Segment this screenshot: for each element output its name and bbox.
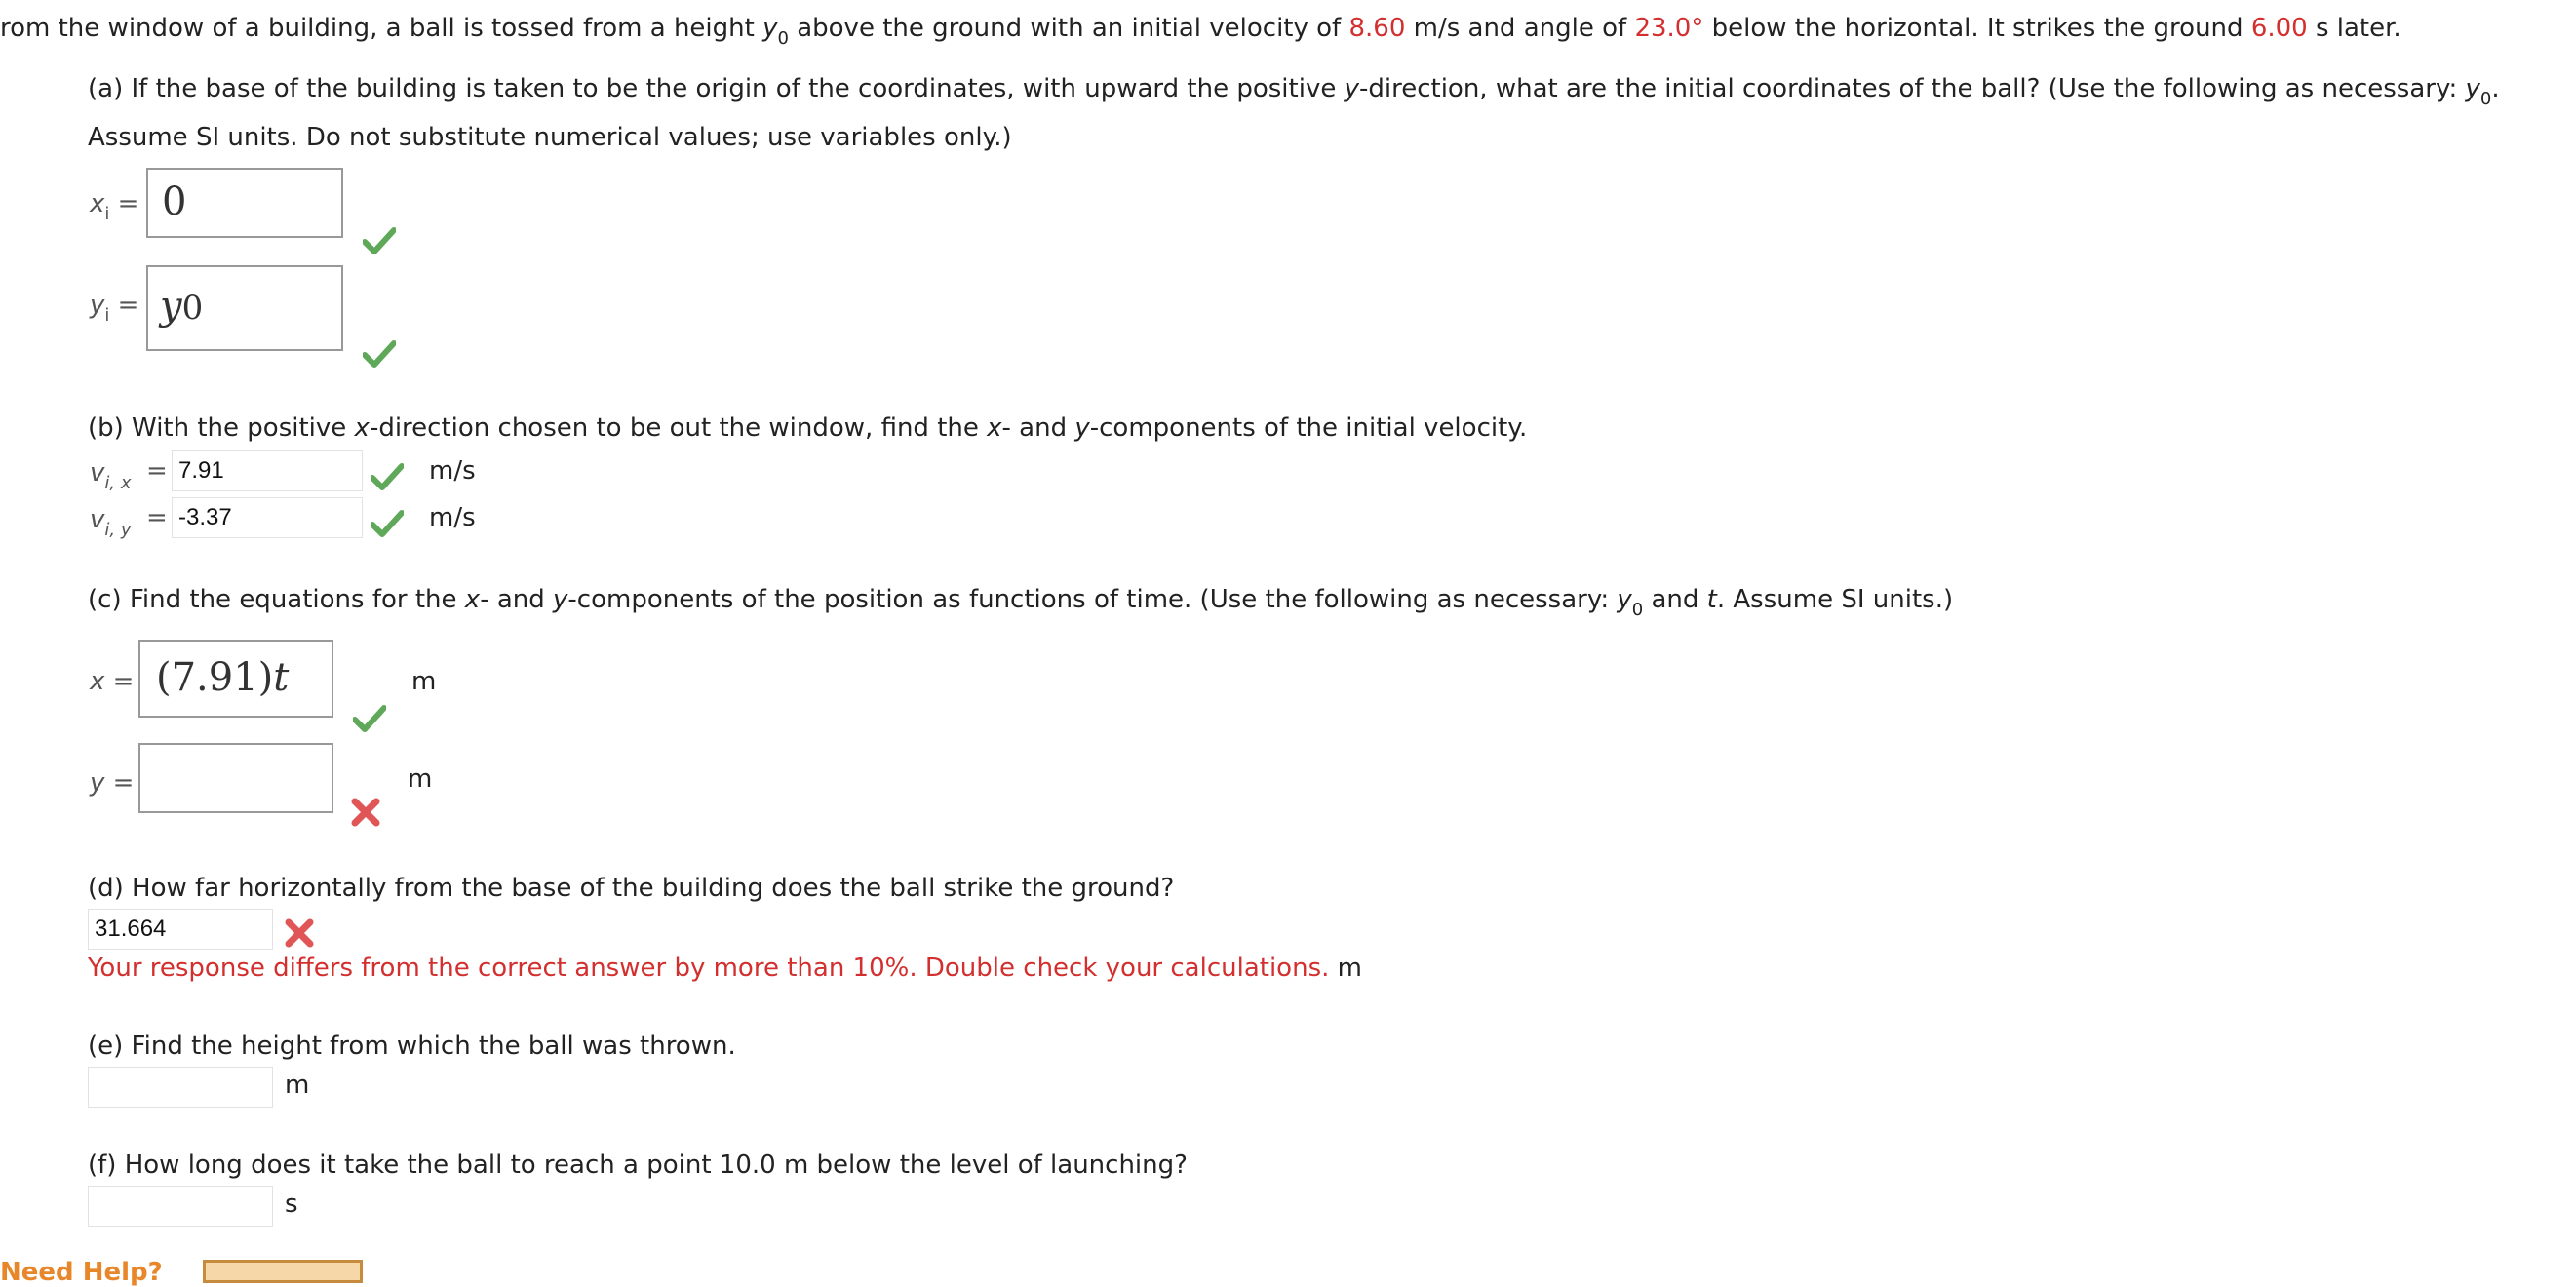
distance-unit: m	[1337, 954, 1362, 983]
sub-0: 0	[2479, 89, 2492, 109]
var-y: y	[553, 585, 568, 614]
var-x: x	[90, 189, 105, 218]
read-it-button[interactable]	[203, 1260, 363, 1283]
var-y: y	[2465, 74, 2480, 103]
y-unit: m	[408, 764, 433, 794]
equals-sign: =	[146, 456, 168, 486]
var-y: y	[762, 14, 778, 43]
prompt-text: .	[2491, 74, 2500, 103]
check-icon	[353, 704, 386, 733]
yi-label	[90, 291, 139, 326]
velocity-value: 8.60	[1348, 14, 1406, 43]
angle-value: 23.0°	[1634, 14, 1704, 43]
prompt-text: -components of the initial velocity.	[1089, 413, 1528, 443]
check-icon	[371, 462, 404, 491]
var-t: t	[1706, 585, 1717, 614]
sub-i: i	[104, 204, 110, 224]
part-c-prompt	[88, 585, 1954, 620]
viy-input[interactable]	[172, 497, 363, 538]
check-icon	[363, 339, 396, 369]
vix-input[interactable]	[172, 450, 363, 491]
height-input[interactable]	[88, 1067, 273, 1108]
x-equation-box[interactable]	[138, 640, 333, 718]
vix-value: 7.91	[178, 457, 224, 484]
part-a-prompt	[88, 74, 2500, 109]
prompt-text: -components of the position as functions of time. (Use the following as necessary:	[567, 585, 1618, 614]
prompt-text: . Assume SI units.)	[1716, 585, 1954, 614]
xi-value: 0	[162, 179, 187, 224]
problem-text: rom the window of a building, a ball is tossed from a height	[0, 14, 763, 43]
yi-value-sub: 0	[181, 289, 204, 328]
sub-0: 0	[1631, 600, 1644, 620]
feedback-text: Your response differs from the correct answer by more than 10%. Double check your calculations.	[88, 954, 1330, 983]
part-e-prompt	[88, 1032, 736, 1061]
yi-answer-box[interactable]	[146, 265, 343, 351]
part-f-prompt	[88, 1150, 1188, 1180]
problem-statement	[0, 14, 2401, 49]
yi-value: y	[160, 284, 182, 329]
part-d-prompt	[88, 874, 1174, 903]
sub-iy: i, y	[104, 520, 132, 540]
var-x: x	[987, 413, 1002, 443]
xi-label	[90, 189, 139, 224]
y-equation-box[interactable]	[138, 743, 333, 813]
equals-sign: =	[146, 503, 168, 532]
equals-sign: =	[117, 189, 139, 218]
part-b-prompt	[88, 413, 1527, 443]
var-x: x	[354, 413, 370, 443]
xi-answer-box[interactable]	[146, 168, 343, 238]
equals-sign: =	[112, 768, 135, 798]
problem-text: above the ground with an initial velocity of	[788, 14, 1349, 43]
vix-unit: m/s	[429, 456, 476, 486]
sub-i: i	[104, 305, 110, 326]
problem-text: s later.	[2307, 14, 2401, 43]
time-unit: s	[285, 1190, 298, 1219]
y-label	[90, 768, 134, 798]
var-y: y	[1074, 413, 1090, 443]
part-a-prompt-line2	[88, 123, 1012, 152]
var-x: x	[464, 585, 481, 614]
viy-value: -3.37	[178, 504, 232, 530]
viy-unit: m/s	[429, 503, 476, 532]
prompt-text: - and	[480, 585, 554, 614]
problem-text: m/s and angle of	[1405, 14, 1635, 43]
prompt-text: (e) Find the height from which the ball was thrown.	[88, 1032, 736, 1061]
sub-0: 0	[777, 28, 789, 49]
x-equation-value: (7.91)	[156, 655, 274, 700]
problem-text: below the horizontal. It strikes the ground	[1703, 14, 2251, 43]
cross-icon	[285, 918, 314, 948]
prompt-text: (d) How far horizontally from the base of the building does the ball strike the ground?	[88, 874, 1175, 903]
prompt-text: (a) If the base of the building is taken to be the origin of the coordinates, with upward the positive	[88, 74, 1345, 103]
x-unit: m	[411, 667, 437, 696]
sub-ix: i, x	[104, 473, 132, 493]
var-y: y	[1344, 74, 1359, 103]
equals-sign: =	[117, 291, 139, 320]
need-help-label: Need Help?	[0, 1258, 163, 1287]
part-d-feedback	[88, 954, 1362, 983]
var-x: x	[90, 667, 105, 696]
distance-value: 31.664	[95, 916, 167, 942]
prompt-text: (f) How long does it take the ball to reach a point 10.0 m below the level of launching?	[88, 1150, 1188, 1180]
prompt-text: - and	[1001, 413, 1075, 443]
prompt-text: and	[1643, 585, 1707, 614]
var-t: t	[273, 655, 290, 700]
x-label	[90, 667, 134, 696]
equals-sign: =	[112, 667, 135, 696]
cross-icon	[351, 798, 380, 827]
height-unit: m	[285, 1071, 310, 1100]
prompt-text: Assume SI units. Do not substitute numerical values; use variables only.)	[88, 123, 1012, 152]
var-y: y	[90, 768, 105, 798]
prompt-text: (c) Find the equations for the	[88, 585, 465, 614]
prompt-text: -direction chosen to be out the window, find the	[369, 413, 988, 443]
var-y: y	[1617, 585, 1632, 614]
vix-label	[90, 458, 132, 493]
var-y: y	[90, 291, 105, 320]
prompt-text: -direction, what are the initial coordinates of the ball? (Use the following as necessary:	[1358, 74, 2466, 103]
time-input[interactable]	[88, 1186, 273, 1227]
check-icon	[371, 509, 404, 538]
check-icon	[363, 226, 396, 255]
time-value: 6.00	[2250, 14, 2308, 43]
var-v: v	[90, 505, 105, 534]
viy-label	[90, 505, 132, 540]
distance-input[interactable]	[88, 909, 273, 950]
prompt-text: (b) With the positive	[88, 413, 355, 443]
var-v: v	[90, 458, 105, 488]
